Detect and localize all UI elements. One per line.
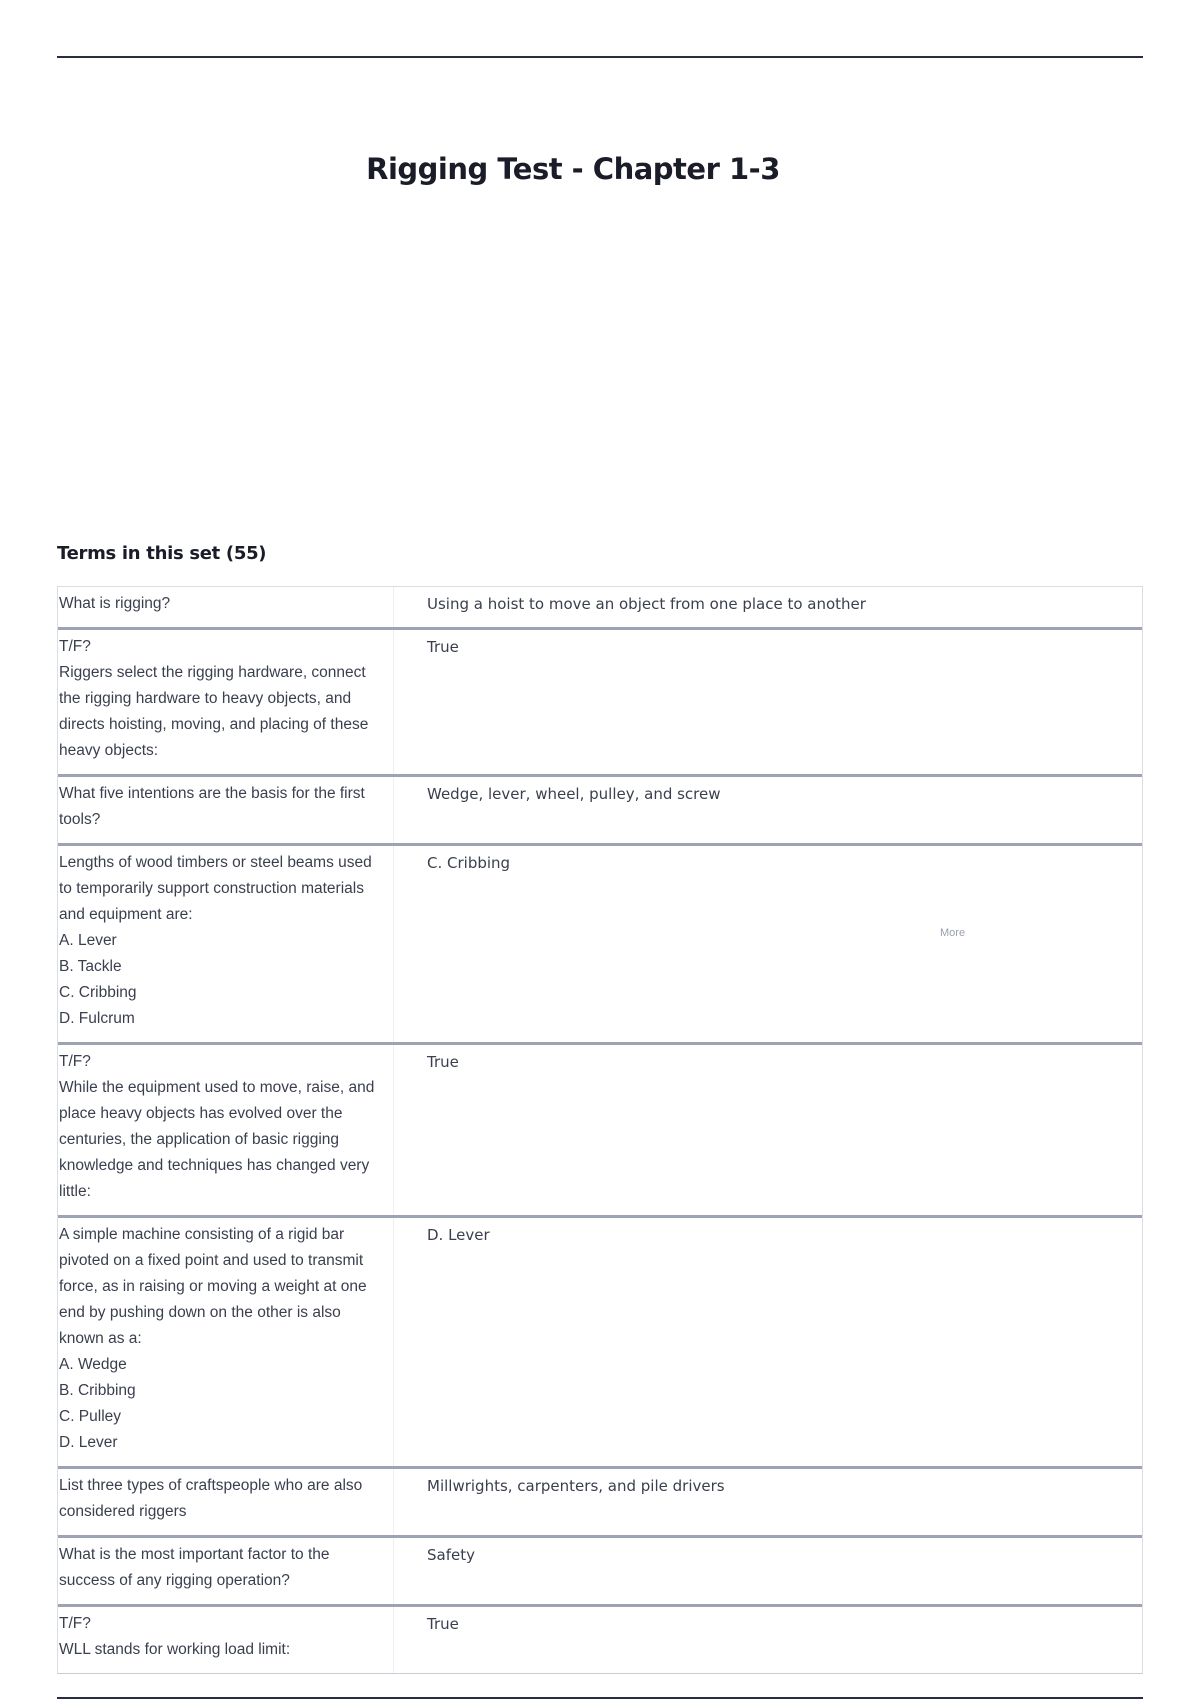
term-row: [58, 1607, 1142, 1673]
term-text: T/F? While the equipment used to move, raise, and place heavy objects has evolved over the centuries, the application of basic rigging knowledge and techniques has changed very little:: [58, 1045, 394, 1215]
term-text: A simple machine consisting of a rigid bar pivoted on a fixed point and used to transmit force, as in raising or moving a weight at one end by pushing down on the other is also known as a: A. Wedge B. Cribbing C. Pulley D. Lever: [58, 1218, 394, 1466]
term-row: [58, 846, 1142, 1045]
definition-text: Wedge, lever, wheel, pulley, and screw: [427, 785, 721, 803]
definition-text: True: [427, 638, 459, 656]
definition-text: Using a hoist to move an object from one place to another: [427, 595, 866, 613]
top-divider: [57, 56, 1143, 58]
term-row: [58, 587, 1142, 630]
term-row: [58, 1538, 1142, 1607]
term-text: Lengths of wood timbers or steel beams used to temporarily support construction materials and equipment are: A. Lever B. Tackle C. Cribbing D. Fulcrum: [58, 846, 394, 1042]
term-row: [58, 1218, 1142, 1469]
term-text: List three types of craftspeople who are also considered riggers: [58, 1469, 394, 1535]
terms-count-heading: Terms in this set (55): [57, 543, 267, 564]
definition-text: True: [427, 1053, 459, 1071]
term-text: T/F? WLL stands for working load limit:: [58, 1607, 394, 1673]
term-row: [58, 1469, 1142, 1538]
term-row: [58, 1045, 1142, 1218]
bottom-divider: [57, 1697, 1143, 1699]
term-text: What is the most important factor to the success of any rigging operation?: [58, 1538, 394, 1604]
term-text: What is rigging?: [58, 587, 394, 627]
definition-text: True: [427, 1615, 459, 1633]
definition-text: C. Cribbing: [427, 854, 511, 872]
definition-text: D. Lever: [427, 1226, 490, 1244]
term-text: T/F? Riggers select the rigging hardware, connect the rigging hardware to heavy objects, and directs hoisting, moving, and placing of these heavy objects:: [58, 630, 394, 774]
definition-text: Millwrights, carpenters, and pile drivers: [427, 1477, 725, 1495]
definition-text: Safety: [427, 1546, 475, 1564]
more-link[interactable]: More: [940, 927, 966, 939]
term-row: [58, 777, 1142, 846]
term-text: What five intentions are the basis for the first tools?: [58, 777, 394, 843]
term-row: [58, 630, 1142, 777]
page-title: Rigging Test - Chapter 1-3: [366, 152, 780, 186]
terms-table: [57, 586, 1143, 1674]
